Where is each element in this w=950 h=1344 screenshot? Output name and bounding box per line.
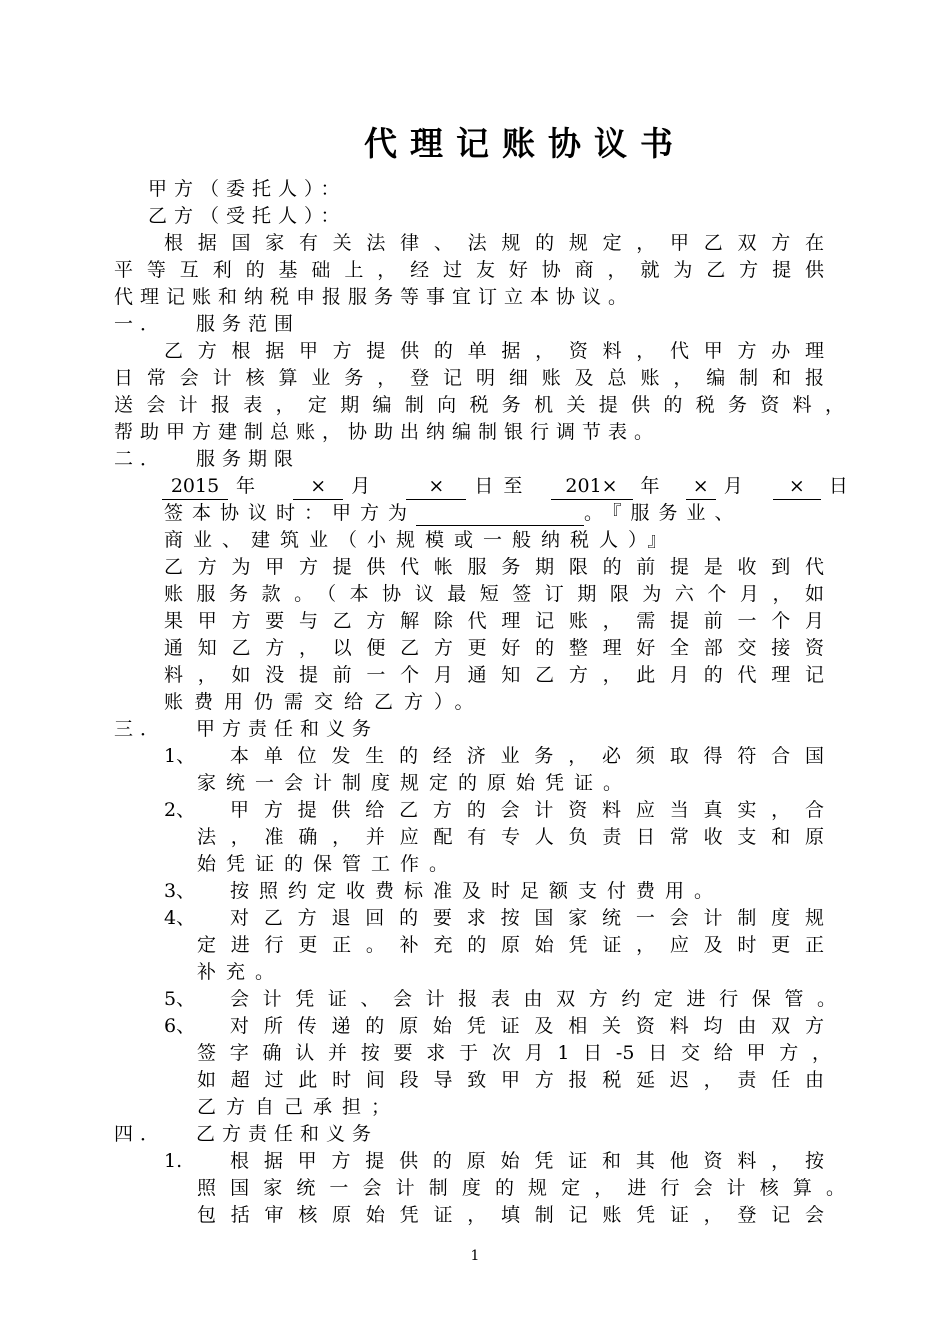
sign-line xyxy=(164,500,743,526)
end-year: 201× xyxy=(551,473,633,500)
section-3-title: 甲方责任和义务 xyxy=(196,718,379,740)
item-number: 6、 xyxy=(164,1015,196,1037)
section-4-number: 四． xyxy=(114,1123,167,1145)
party-a-line: 甲方（委托人）： xyxy=(148,178,347,200)
start-day: × xyxy=(406,473,466,500)
service-period-line xyxy=(162,473,850,500)
item-text: 包括审核原始凭证，填制记账凭证，登记会 xyxy=(197,1204,824,1226)
party-a-type-blank xyxy=(416,506,584,526)
item-text: 本单位发生的经济业务，必须取得符合国 xyxy=(230,745,824,767)
item-text: 会计凭证、会计报表由双方约定进行保管。 xyxy=(230,988,836,1010)
item-text: 对所传递的原始凭证及相关资料均由双方 xyxy=(230,1015,824,1037)
section-2-line: 商业、建筑业（小规模或一般纳税人）』 xyxy=(164,529,677,551)
item-text: 始凭证的保管工作。 xyxy=(197,853,459,875)
section-2-line: 乙方为甲方提供代帐服务期限的前提是收到代 xyxy=(164,556,824,578)
item-text: 照国家统一会计制度的规定，进行会计核算。 xyxy=(197,1177,845,1199)
item-text: 对乙方退回的要求按国家统一会计制度规 xyxy=(230,907,824,929)
sign-suffix: 。『服务业、 xyxy=(584,502,743,524)
section-1-line: 日常会计核算业务，登记明细账及总账，编制和报 xyxy=(114,367,824,389)
intro-line-1: 根据国家有关法律、法规的规定，甲乙双方在 xyxy=(164,232,824,254)
item-text: 法，准确，并应配有专人负责日常收支和原 xyxy=(197,826,824,848)
item-number: 3、 xyxy=(164,880,196,902)
item-text: 定进行更正。补充的原始凭证，应及时更正 xyxy=(197,934,824,956)
item-number: 1. xyxy=(164,1150,183,1172)
item-text: 乙方自己承担； xyxy=(197,1096,401,1118)
item-number: 2、 xyxy=(164,799,196,821)
section-2-line: 果甲方要与乙方解除代理记账，需提前一个月 xyxy=(164,610,824,632)
end-day: × xyxy=(773,473,821,500)
month-label: 月 xyxy=(723,475,745,497)
document-title: 代理记账协议书 xyxy=(364,124,686,163)
section-3-number: 三． xyxy=(114,718,167,740)
section-2-line: 通知乙方，以便乙方更好的整理好全部交接资 xyxy=(164,637,824,659)
section-2-title: 服务期限 xyxy=(196,448,301,470)
item-text: 按照约定收费标准及时足额支付费用。 xyxy=(230,880,724,902)
start-year: 2015 xyxy=(162,473,228,500)
item-text: 补充。 xyxy=(197,961,285,983)
item-text: 签字确认并按要求于次月1日-5日交给甲方， xyxy=(197,1042,831,1064)
sign-prefix: 签本协议时：甲方为 xyxy=(164,502,417,524)
item-text: 甲方提供给乙方的会计资料应当真实，合 xyxy=(230,799,824,821)
item-number: 4、 xyxy=(164,907,196,929)
item-number: 5、 xyxy=(164,988,196,1010)
section-1-line: 送会计报表，定期编制向税务机关提供的税务资料， xyxy=(114,394,844,416)
month-label: 月 xyxy=(351,475,373,497)
item-text: 家统一会计制度规定的原始凭证。 xyxy=(197,772,633,794)
day-label: 日 xyxy=(828,475,850,497)
intro-line-3: 代理记账和纳税申报服务等事宜订立本协议。 xyxy=(114,286,635,308)
section-4-title: 乙方责任和义务 xyxy=(196,1123,379,1145)
start-month: × xyxy=(293,473,343,500)
intro-line-2: 平等互利的基础上，经过友好协商，就为乙方提供 xyxy=(114,259,824,281)
page-number: 1 xyxy=(470,1248,480,1264)
end-month: × xyxy=(686,473,716,500)
year-label: 年 xyxy=(640,475,662,497)
section-2-line: 料，如没提前一个月通知乙方，此月的代理记 xyxy=(164,664,824,686)
item-text: 根据甲方提供的原始凭证和其他资料，按 xyxy=(230,1150,824,1172)
item-number: 1、 xyxy=(164,745,196,767)
section-1-title: 服务范围 xyxy=(196,313,301,335)
item-text: 如超过此时间段导致甲方报税延迟，责任由 xyxy=(197,1069,824,1091)
section-1-line: 帮助甲方建制总账，协助出纳编制银行调节表。 xyxy=(114,421,661,443)
party-b-line: 乙方（受托人）： xyxy=(148,205,347,227)
section-1-line: 乙方根据甲方提供的单据，资料，代甲方办理 xyxy=(164,340,824,362)
year-label: 年 xyxy=(236,475,258,497)
section-1-number: 一． xyxy=(114,313,167,335)
section-2-number: 二． xyxy=(114,448,167,470)
day-to-label: 日 至 xyxy=(474,475,525,497)
section-2-line: 账费用仍需交给乙方）。 xyxy=(164,691,485,713)
section-2-line: 账服务款。（本协议最短签订期限为六个月，如 xyxy=(164,583,824,605)
